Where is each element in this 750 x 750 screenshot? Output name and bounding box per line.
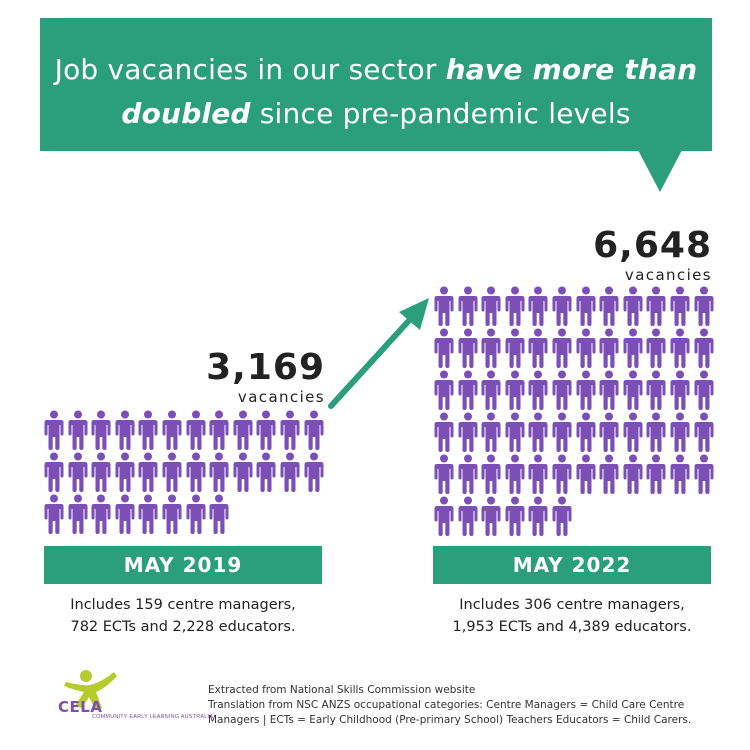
person-icon [623,286,643,326]
headline-banner [40,18,712,151]
person-icon [458,496,478,536]
person-icon [91,452,111,492]
person-icon [91,410,111,450]
person-icon [623,370,643,410]
person-icon [670,328,690,368]
logo-tagline: COMMUNITY EARLY LEARNING AUSTRALIA [92,714,214,720]
logo-wordmark: CELA [58,698,103,716]
person-icon [694,328,714,368]
person-icon [481,328,501,368]
breakdown-2019 [30,594,336,638]
date-bar-2019: MAY 2019 [44,546,322,584]
person-icon [528,412,548,452]
date-bar-2022: MAY 2022 [433,546,711,584]
person-icon [233,452,253,492]
person-icon [44,452,64,492]
person-icon [599,412,619,452]
person-icon [186,410,206,450]
person-icon [209,410,229,450]
person-icon [694,370,714,410]
headline-emphasis: have more than doubled [121,53,698,130]
count-unit: vacancies [237,388,325,406]
person-icon [256,410,276,450]
person-icon [505,454,525,494]
person-icon [138,410,158,450]
person-icon [44,410,64,450]
person-icon [552,496,572,536]
person-icon [694,286,714,326]
breakdown-line: Includes 306 centre managers, [459,597,685,613]
person-icon [528,454,548,494]
person-icon [552,412,572,452]
person-icon [552,454,572,494]
person-icon [528,286,548,326]
person-icon [528,496,548,536]
footnote-line: Translation from NSC ANZS occupational categories: Centre Managers = Child Care Centre [208,699,685,711]
breakdown-line: 1,953 ECTs and 4,389 educators. [452,619,692,635]
person-icon [646,370,666,410]
person-icon [434,496,454,536]
person-icon [505,286,525,326]
cela-logo [58,668,214,728]
person-icon [209,452,229,492]
person-icon [670,370,690,410]
count-number: 6,648 [593,225,712,266]
person-icon [162,494,182,534]
person-icon [481,454,501,494]
person-icon [138,494,158,534]
person-icon [233,410,253,450]
person-icon [481,412,501,452]
source-footnote [208,683,738,728]
person-icon [552,370,572,410]
person-icon [458,412,478,452]
person-icon [458,370,478,410]
footnote-line: Managers | ECTs = Early Childhood (Pre-primary School) Teachers Educators = Child Carers. [208,714,692,726]
person-icon [694,454,714,494]
breakdown-line: 782 ECTs and 2,228 educators. [70,619,296,635]
person-icon [434,328,454,368]
person-icon [576,286,596,326]
count-number: 3,169 [206,347,325,388]
headline-part2: since pre-pandemic levels [250,97,631,130]
person-icon [434,412,454,452]
vacancy-count-2019 [206,348,325,406]
person-icon [576,412,596,452]
person-icon [576,328,596,368]
person-icon [481,370,501,410]
person-icon [552,286,572,326]
speech-tail [638,150,682,192]
person-icon [646,286,666,326]
person-icon [256,452,276,492]
person-icon [599,370,619,410]
person-icon [68,452,88,492]
count-unit: vacancies [624,266,712,284]
person-icon [623,454,643,494]
person-icon [186,494,206,534]
footnote-line: Extracted from National Skills Commission website [208,684,476,696]
person-icon [280,452,300,492]
breakdown-2022 [419,594,725,638]
person-icon [528,328,548,368]
person-icon [115,452,135,492]
person-icon [505,370,525,410]
person-icon [434,454,454,494]
person-icon [458,454,478,494]
person-icon [481,496,501,536]
person-icon [599,286,619,326]
person-icon [505,496,525,536]
person-icon [91,494,111,534]
person-icon [599,454,619,494]
person-icon [304,452,324,492]
person-icon [670,412,690,452]
person-icon [505,412,525,452]
person-icon [646,412,666,452]
trend-arrow-icon [325,292,435,412]
person-icon [304,410,324,450]
person-icon [505,328,525,368]
person-icon [458,328,478,368]
person-icon [458,286,478,326]
vacancy-count-2022 [593,226,712,284]
person-icon [68,494,88,534]
person-icon [138,452,158,492]
person-icon [576,454,596,494]
person-icon [694,412,714,452]
headline-part1: Job vacancies in our sector [54,53,446,86]
person-icon [623,328,643,368]
person-icon [44,494,64,534]
headline [40,18,712,136]
person-icon [670,454,690,494]
person-icon [162,410,182,450]
person-icon [576,370,596,410]
person-icon [623,412,643,452]
person-icon [552,328,572,368]
person-icon [646,454,666,494]
person-icon [528,370,548,410]
person-icon [115,410,135,450]
person-icon [209,494,229,534]
person-icon [434,370,454,410]
person-icon [186,452,206,492]
person-icon [68,410,88,450]
person-icon [162,452,182,492]
person-icon [434,286,454,326]
person-icon [115,494,135,534]
person-icon [646,328,666,368]
person-icon [280,410,300,450]
person-icon [670,286,690,326]
person-icon [599,328,619,368]
person-icon [481,286,501,326]
breakdown-line: Includes 159 centre managers, [70,597,296,613]
